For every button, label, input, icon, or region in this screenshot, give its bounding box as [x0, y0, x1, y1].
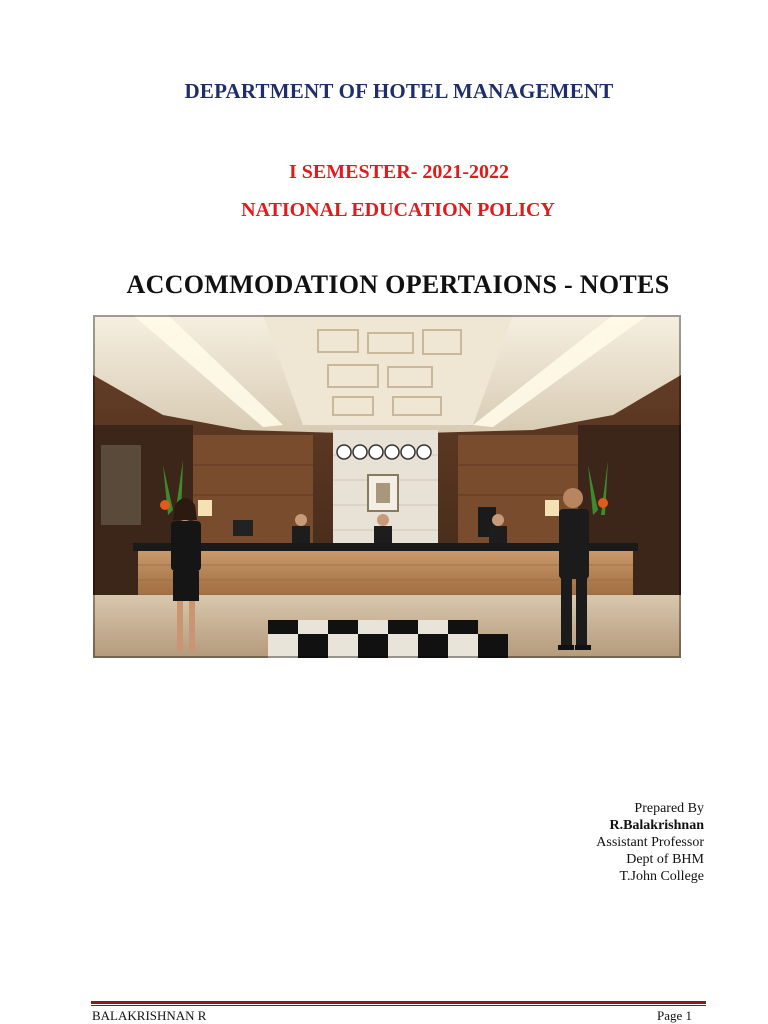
footer-rule [91, 1001, 706, 1004]
prepared-by-block [596, 800, 704, 885]
prepared-by-label: Prepared By [634, 801, 704, 816]
footer-author: BALAKRISHNAN R [92, 1008, 207, 1023]
author-designation: Assistant Professor [596, 835, 704, 850]
policy-line: NATIONAL EDUCATION POLICY [241, 199, 555, 221]
author-institution: T.John College [619, 869, 704, 884]
department-title: DEPARTMENT OF HOTEL MANAGEMENT [184, 79, 614, 103]
footer-rule-thin [91, 1005, 706, 1006]
author-name: R.Balakrishnan [609, 818, 704, 833]
author-department: Dept of BHM [626, 852, 704, 867]
page-number: Page 1 [656, 1008, 692, 1023]
document-title: ACCOMMODATION OPERTAIONS - NOTES [126, 270, 670, 299]
hotel-front-desk-photo [93, 315, 681, 658]
semester-line: I SEMESTER- 2021-2022 [288, 161, 510, 183]
